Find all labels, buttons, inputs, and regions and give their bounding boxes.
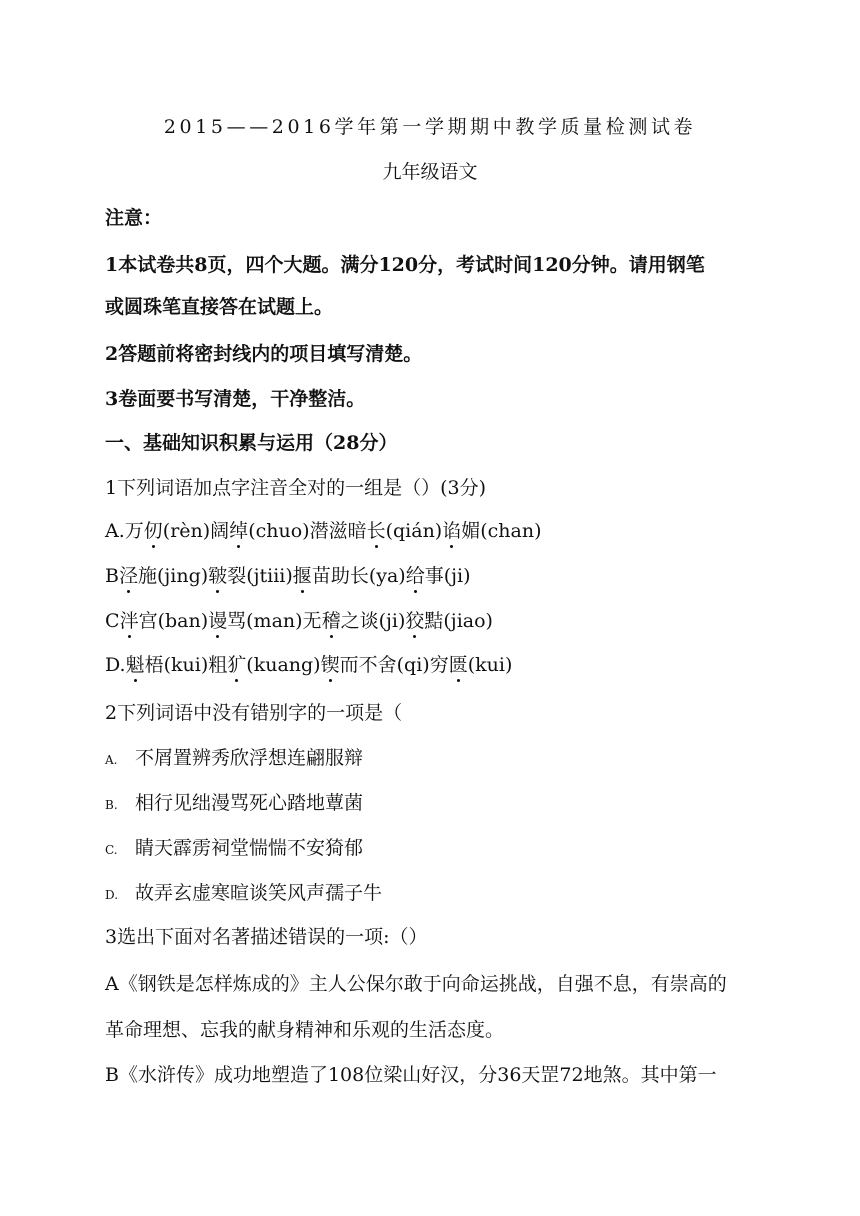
option-text: 裂(jtiii) — [227, 565, 293, 587]
option-text: C — [105, 610, 120, 632]
option-text: (kui) — [467, 654, 513, 676]
option-text: (rèn)阔 — [162, 520, 230, 542]
dotted-char: 皲 — [208, 565, 228, 587]
option-text: (chuo)潜滋暗 — [248, 520, 367, 542]
option-text: (qián) — [385, 520, 443, 542]
notice-line-1-cont: 或圆珠笔直接答在试题上。 — [105, 296, 334, 318]
option-text: 相行见绌漫骂死心踏地蕈菌 — [135, 792, 364, 814]
question-1-option-a — [105, 522, 542, 541]
option-text: 故弄玄虚寒暄谈笑风声孺子牛 — [135, 882, 383, 904]
section-heading: 一、基础知识积累与运用（28分） — [105, 432, 398, 454]
option-letter: D. — [105, 888, 119, 902]
dotted-char: 狡 — [405, 610, 425, 632]
question-3-option-a: A《钢铁是怎样炼成的》主人公保尔敢于向命运挑战，自强不息，有崇高的 — [105, 973, 727, 995]
option-text: 宫(ban) — [138, 610, 209, 632]
option-text: 不屑置辨秀欣浮想连翩服辩 — [135, 747, 364, 769]
option-text: 苗助长(ya) — [311, 565, 406, 587]
notice-line-2: 2答题前将密封线内的项目填写清楚。 — [105, 343, 423, 365]
option-text: 媚(chan) — [461, 520, 542, 542]
option-text: 黠(jiao) — [424, 610, 493, 632]
question-2-option-d — [105, 884, 382, 903]
dotted-char: 仞 — [143, 520, 163, 542]
option-text: 而不舍(qi)穷 — [339, 654, 449, 676]
dotted-char: 犷 — [227, 654, 247, 676]
question-1-option-b — [105, 567, 471, 586]
dotted-char: 魁 — [125, 654, 145, 676]
option-text: 睛天霹雳祠堂惴惴不安猗郁 — [135, 837, 364, 859]
dotted-char: 泾 — [118, 565, 138, 587]
exam-title: 2015——2016学年第一学期期中教学质量检测试卷 — [163, 116, 697, 138]
dotted-char: 泮 — [119, 610, 139, 632]
dotted-char: 绰 — [229, 520, 249, 542]
dotted-char: 匮 — [448, 654, 468, 676]
option-text: 梧(kui)粗 — [144, 654, 228, 676]
option-letter: A. — [105, 753, 118, 767]
notice-line-1: 1本试卷共8页，四个大题。满分120分，考试时间120分钟。请用钢笔 — [105, 254, 705, 276]
question-3-stem: 3选出下面对名著描述错误的一项:（） — [105, 926, 428, 948]
question-2-option-c — [105, 839, 363, 858]
dotted-char: 揠 — [292, 565, 312, 587]
dotted-char: 给 — [405, 565, 425, 587]
notice-line-3: 3卷面要书写清楚，干净整洁。 — [105, 388, 366, 410]
option-text: 施(jing) — [137, 565, 209, 587]
option-text: 之谈(ji) — [340, 610, 406, 632]
option-letter: C. — [105, 843, 118, 857]
option-text: A.万 — [105, 520, 144, 542]
dotted-char: 谩 — [208, 610, 228, 632]
question-1-stem: 1下列词语加点字注音全对的一组是（）(3分) — [105, 477, 487, 499]
question-3-option-a-cont: 革命理想、忘我的献身精神和乐观的生活态度。 — [105, 1019, 505, 1041]
question-2-stem: 2下列词语中没有错别字的一项是（ — [105, 702, 403, 724]
question-1-option-c — [105, 612, 493, 631]
dotted-char: 长 — [366, 520, 386, 542]
dotted-char: 稽 — [321, 610, 341, 632]
question-3-option-b: B《水浒传》成功地塑造了108位梁山好汉，分36天罡72地煞。其中第一 — [105, 1064, 717, 1086]
option-text: D. — [105, 654, 126, 676]
question-2-option-b — [105, 794, 363, 813]
question-1-option-d — [105, 656, 512, 675]
notice-label: 注意： — [105, 207, 163, 229]
dotted-char: 锲 — [320, 654, 340, 676]
option-text: 骂(man)无 — [227, 610, 322, 632]
dotted-char: 谄 — [442, 520, 462, 542]
option-letter: B. — [105, 798, 118, 812]
question-2-option-a — [105, 749, 363, 768]
option-text: (kuang) — [246, 654, 321, 676]
exam-subtitle: 九年级语文 — [382, 161, 478, 183]
option-text: B — [105, 565, 119, 587]
option-text: 事(ji) — [424, 565, 471, 587]
